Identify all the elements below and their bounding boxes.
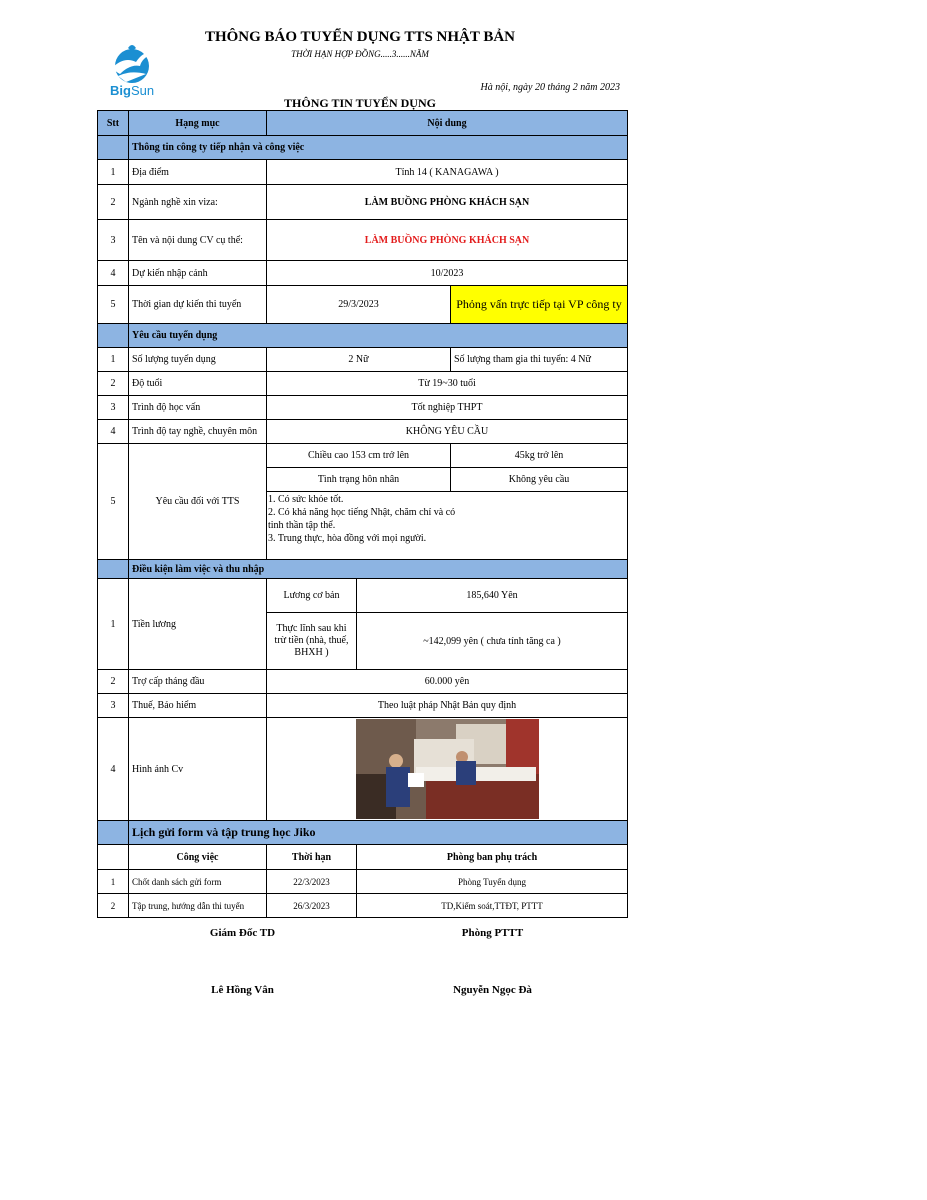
document-title: THÔNG BÁO TUYỂN DỤNG TTS NHẬT BẢN bbox=[204, 29, 516, 45]
row-label: Yêu cầu đối với TTS bbox=[129, 444, 267, 560]
section-title: Lịch gửi form và tập trung học Jiko bbox=[129, 821, 628, 845]
table-row bbox=[98, 185, 628, 220]
section-title: Yêu cầu tuyển dụng bbox=[129, 324, 628, 348]
recruitment-table bbox=[97, 110, 628, 918]
row-stt: 1 bbox=[98, 160, 129, 185]
row-stt: 5 bbox=[98, 286, 129, 324]
row-stt: 1 bbox=[98, 579, 129, 670]
row-deadline: 22/3/2023 bbox=[267, 870, 357, 894]
hotel-room-photo bbox=[356, 719, 539, 819]
table-row bbox=[98, 286, 628, 324]
row-label: Địa điểm bbox=[129, 160, 267, 185]
weight-requirement: 45kg trở lên bbox=[451, 444, 628, 468]
row-stt: 4 bbox=[98, 261, 129, 286]
row-value: 10/2023 bbox=[267, 261, 628, 286]
interview-note: Phỏng vấn trực tiếp tại VP công ty bbox=[451, 286, 628, 324]
row-value: 60.000 yên bbox=[267, 670, 628, 694]
table-row bbox=[98, 420, 628, 444]
row-label: Hình ảnh Cv bbox=[129, 718, 267, 821]
table-row bbox=[98, 160, 628, 185]
row-task: Chốt danh sách gửi form bbox=[129, 870, 267, 894]
marital-value: Không yêu cầu bbox=[451, 468, 628, 492]
trainee-notes bbox=[267, 492, 628, 560]
row-department: Phòng Tuyển dụng bbox=[357, 870, 628, 894]
base-salary-value: 185,640 Yên bbox=[357, 579, 628, 613]
row-label: Độ tuổi bbox=[129, 372, 267, 396]
row-stt: 3 bbox=[98, 694, 129, 718]
section-header bbox=[98, 560, 628, 579]
row-department: TD,Kiểm soát,TTĐT, PTTT bbox=[357, 894, 628, 918]
schedule-header-row bbox=[98, 845, 628, 870]
row-value-secondary: Số lượng tham gia thi tuyển: 4 Nữ bbox=[451, 348, 628, 372]
col-task: Công việc bbox=[129, 845, 267, 870]
row-deadline: 26/3/2023 bbox=[267, 894, 357, 918]
height-requirement: Chiều cao 153 cm trở lên bbox=[267, 444, 451, 468]
row-stt: 2 bbox=[98, 670, 129, 694]
row-label: Thuế, Bảo hiểm bbox=[129, 694, 267, 718]
table-row bbox=[98, 261, 628, 286]
section-title: Thông tin công ty tiếp nhận và công việc bbox=[129, 136, 628, 160]
row-stt: 2 bbox=[98, 894, 129, 918]
section-header bbox=[98, 821, 628, 845]
table-header-row bbox=[98, 111, 628, 136]
table-row bbox=[98, 694, 628, 718]
marital-label: Tình trạng hôn nhân bbox=[267, 468, 451, 492]
table-row bbox=[98, 870, 628, 894]
signature-title-dept: Phòng PTTT bbox=[461, 927, 524, 939]
row-value: Từ 19~30 tuổi bbox=[267, 372, 628, 396]
row-stt: 4 bbox=[98, 718, 129, 821]
signature-name-dept: Nguyễn Ngọc Đà bbox=[453, 984, 532, 996]
table-row bbox=[98, 396, 628, 420]
row-value: 2 Nữ bbox=[267, 348, 451, 372]
section-title: Điều kiện làm việc và thu nhập bbox=[129, 560, 628, 579]
row-label: Ngành nghề xin viza: bbox=[129, 185, 267, 220]
table-row bbox=[98, 444, 628, 468]
note-item: 1. Có sức khỏe tốt. bbox=[268, 494, 344, 505]
header-stt: Stt bbox=[98, 111, 129, 136]
row-stt: 5 bbox=[98, 444, 129, 560]
row-value: KHÔNG YÊU CẦU bbox=[267, 420, 628, 444]
date-line: Hà nội, ngày 20 tháng 2 năm 2023 bbox=[480, 82, 620, 93]
net-salary-value: ~142,099 yên ( chưa tính tăng ca ) bbox=[357, 613, 628, 670]
row-label: Trình độ tay nghề, chuyên môn bbox=[129, 420, 267, 444]
row-value: Theo luật pháp Nhật Bản quy định bbox=[267, 694, 628, 718]
row-stt: 4 bbox=[98, 420, 129, 444]
row-label: Trợ cấp tháng đầu bbox=[129, 670, 267, 694]
job-photo-cell bbox=[267, 718, 628, 821]
row-label: Tiền lương bbox=[129, 579, 267, 670]
signature-name-director: Lê Hồng Vân bbox=[211, 984, 274, 996]
table-row bbox=[98, 670, 628, 694]
note-item: 2. Có khả năng học tiếng Nhật, chăm chỉ và có tinh thần tập thể. bbox=[268, 507, 456, 531]
contract-term: THỜI HẠN HỢP ĐỒNG.....3......NĂM bbox=[291, 49, 429, 59]
row-label: Tên và nội dung CV cụ thể: bbox=[129, 220, 267, 261]
row-value: Tỉnh 14 ( KANAGAWA ) bbox=[267, 160, 628, 185]
row-stt: 3 bbox=[98, 396, 129, 420]
row-label: Số lượng tuyển dụng bbox=[129, 348, 267, 372]
section-header bbox=[98, 136, 628, 160]
signature-title-director: Giám Đốc TD bbox=[209, 927, 276, 939]
header-content: Nội dung bbox=[267, 111, 628, 136]
row-stt: 2 bbox=[98, 185, 129, 220]
row-value: LÀM BUỒNG PHÒNG KHÁCH SẠN bbox=[267, 220, 628, 261]
row-label: Thời gian dự kiến thi tuyển bbox=[129, 286, 267, 324]
base-salary-label: Lương cơ bản bbox=[267, 579, 357, 613]
row-value: LÀM BUỒNG PHÒNG KHÁCH SẠN bbox=[267, 185, 628, 220]
row-label: Trình độ học vấn bbox=[129, 396, 267, 420]
header-category: Hạng mục bbox=[129, 111, 267, 136]
row-task: Tập trung, hướng dẫn thi tuyển bbox=[129, 894, 267, 918]
section-header bbox=[98, 324, 628, 348]
table-row bbox=[98, 220, 628, 261]
col-department: Phòng ban phụ trách bbox=[357, 845, 628, 870]
row-stt: 3 bbox=[98, 220, 129, 261]
row-stt: 1 bbox=[98, 348, 129, 372]
table-row bbox=[98, 579, 628, 613]
row-stt: 1 bbox=[98, 870, 129, 894]
logo-text: BigSun bbox=[110, 83, 155, 98]
col-deadline: Thời hạn bbox=[267, 845, 357, 870]
table-row bbox=[98, 894, 628, 918]
table-row bbox=[98, 718, 628, 821]
table-row bbox=[98, 348, 628, 372]
net-salary-label: Thực lĩnh sau khi trừ tiền (nhà, thuế, BHXH ) bbox=[267, 613, 357, 670]
row-value: Tốt nghiệp THPT bbox=[267, 396, 628, 420]
table-title: THÔNG TIN TUYỂN DỤNG bbox=[284, 96, 436, 110]
note-item: 3. Trung thực, hòa đồng với mọi người. bbox=[268, 533, 427, 544]
table-row bbox=[98, 372, 628, 396]
row-value: 29/3/2023 bbox=[267, 286, 451, 324]
row-label: Dự kiến nhập cảnh bbox=[129, 261, 267, 286]
row-stt: 2 bbox=[98, 372, 129, 396]
